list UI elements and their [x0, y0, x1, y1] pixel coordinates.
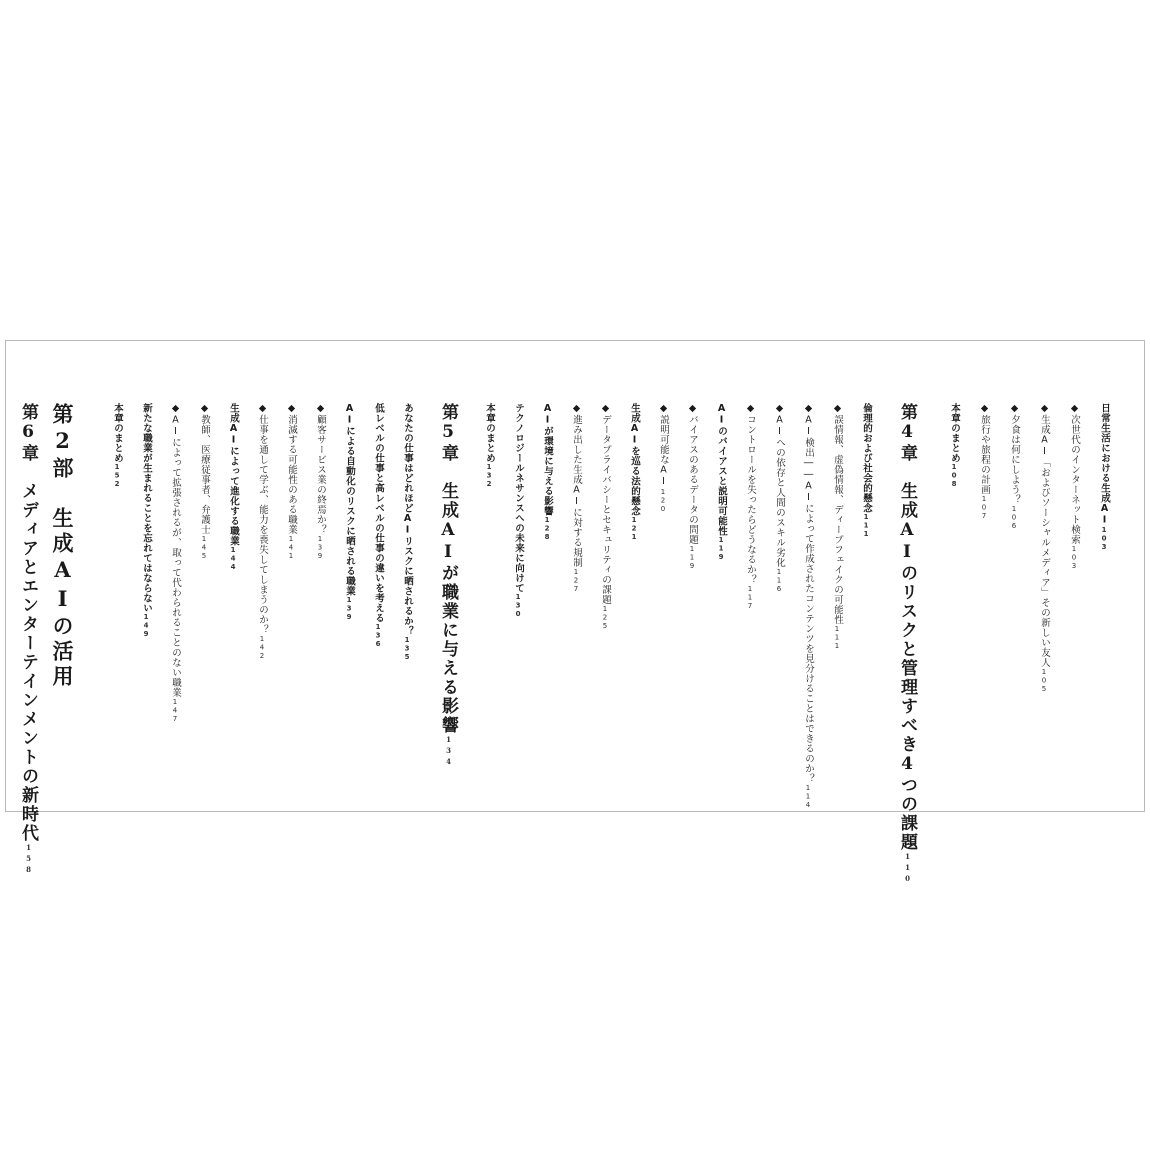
- toc-entry: あなたの仕事はどれほどAIリスクに晒されるか？135: [402, 403, 413, 662]
- toc-entry: ◆誤情報、虚偽情報、ディープフェイクの可能性111: [832, 403, 843, 650]
- toc-entry: 生成AIによって進化する職業144: [228, 403, 239, 572]
- toc-entry: ◆進み出した生成AIに対する規制127: [571, 403, 582, 593]
- toc-entry: [0, 403, 7, 552]
- toc-entry: ◆消滅する可能性のある職業141: [286, 403, 297, 560]
- toc-entry: 本章のまとめ152: [112, 403, 123, 489]
- toc-entry: AIによる自動化のリスクに晒される職業139: [344, 403, 355, 622]
- toc-entry: 新たな職業が生まれることを忘れてはならない149: [141, 403, 152, 639]
- toc-entry: 生成AIを巡る法的懸念121: [629, 403, 640, 542]
- toc-entry: 日常生活における生成AI103: [1099, 403, 1110, 552]
- toc-entry: ◆次世代のインターネット検索103: [1069, 403, 1080, 570]
- chapter-title: 第6章 メディアとエンターテインメントの新時代158: [18, 403, 38, 876]
- toc-columns: [0, 403, 1118, 945]
- toc-entry: 本章のまとめ132: [484, 403, 495, 489]
- toc-entry: ◆データプライバシーとセキュリティの課題125: [600, 403, 611, 630]
- toc-entry: AIのバイアスと説明可能性119: [716, 403, 727, 562]
- toc-entry: ◆AI検出――AIによって作成されたコンテンツを見分けることはできるのか？114: [803, 403, 814, 809]
- toc-entry: ◆生成AI「およびソーシャルメディア」その新しい友人105: [1039, 403, 1050, 693]
- toc-entry: ◆コントロールを失ったらどうなるか？117: [745, 403, 756, 610]
- toc-entry: ◆AIによって拡張されるが、取って代わられることのない職業147: [170, 403, 181, 723]
- toc-entry: 本章のまとめ108: [949, 403, 960, 489]
- chapter-title: 第4章 生成AIのリスクと管理すべき4つの課題110: [897, 403, 917, 885]
- chapter-title: 第5章 生成AIが職業に与える影響134: [438, 403, 458, 768]
- toc-entry: ◆夕食は何にしよう？106: [1009, 403, 1020, 530]
- toc-entry: ◆説明可能なAI120: [658, 403, 669, 513]
- toc-entry: 低レベルの仕事と高レベルの仕事の違いを考える136: [373, 403, 384, 649]
- toc-entry: ◆旅行や旅程の計画107: [979, 403, 990, 520]
- toc-entry: 倫理的および社会的懸念111: [861, 403, 872, 539]
- toc-entry: ◆バイアスのあるデータの問題119: [687, 403, 698, 570]
- toc-entry: AIが環境に与える影響128: [542, 403, 553, 542]
- toc-entry: ◆顧客サービス業の終焉か？139: [315, 403, 326, 560]
- toc-entry: ◆教師、医療従事者、弁護士145: [199, 403, 210, 560]
- toc-entry: ◆AIへの依存と人間のスキル劣化116: [774, 403, 785, 593]
- part-title: 第2部 生成AIの活用: [50, 403, 75, 690]
- toc-spread: [5, 340, 1145, 885]
- toc-entry: ◆仕事を通して学ぶ、能力を喪失してしまうのか？142: [257, 403, 268, 660]
- toc-entry: テクノロジールネサンスへの未来に向けて130: [513, 403, 524, 619]
